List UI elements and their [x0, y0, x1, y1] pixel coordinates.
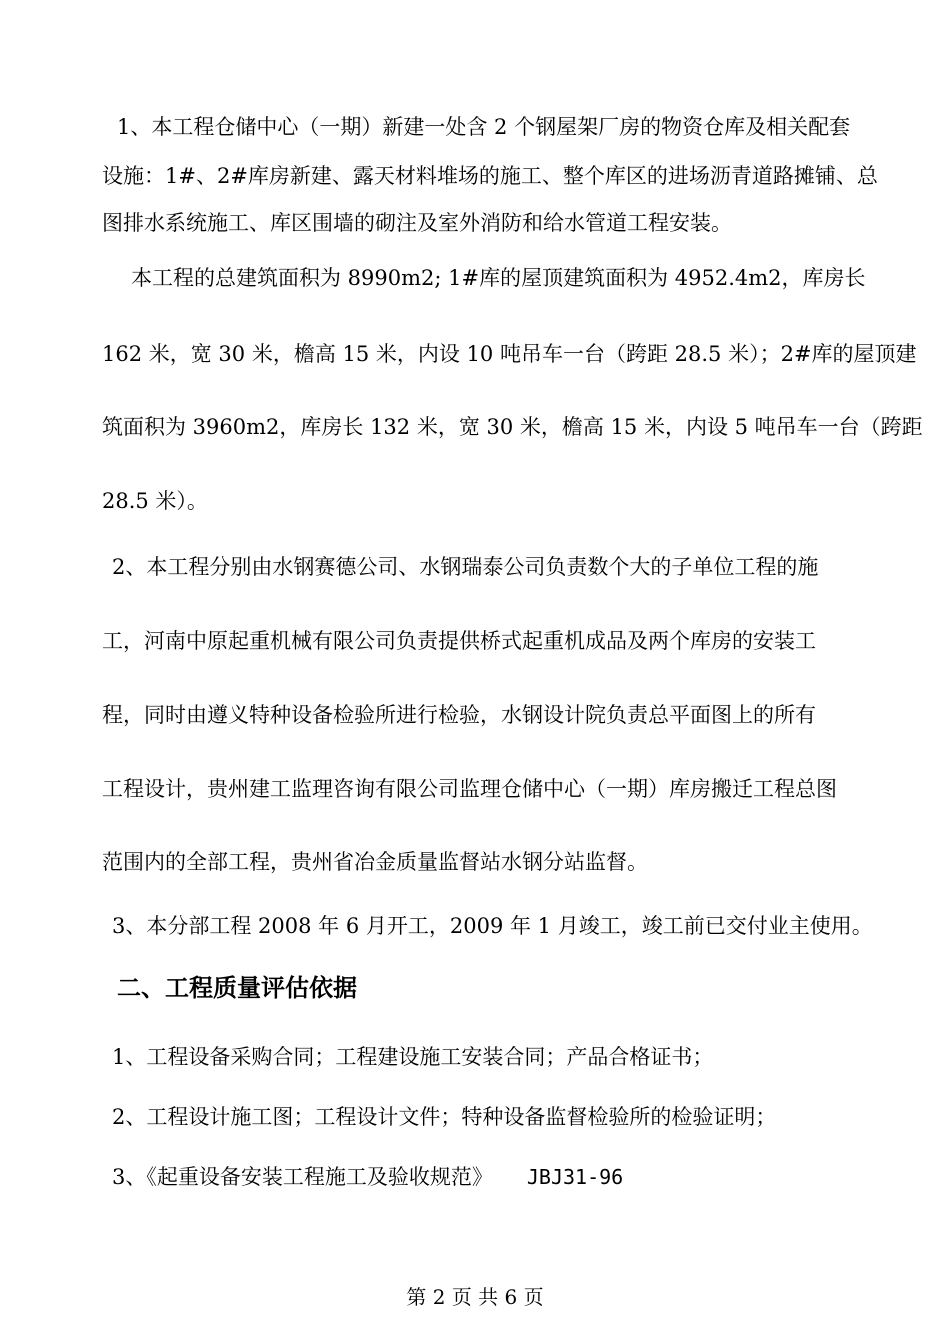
paragraph-item2-line1: 2、本工程分别由水钢赛德公司、水钢瑞泰公司负责数个大的子单位工程的施	[112, 555, 819, 579]
paragraph-item2-line4: 工程设计，贵州建工监理咨询有限公司监理仓储中心（一期）库房搬迁工程总图	[102, 777, 837, 801]
basis-item-3-text: 3、《起重设备安装工程施工及验收规范》	[112, 1165, 493, 1189]
paragraph-item1-line2: 设施：1#、2#库房新建、露天材料堆场的施工、整个库区的进场沥青道路摊铺、总	[102, 164, 878, 188]
basis-item-3-code: JBJ31-96	[526, 1165, 624, 1189]
basis-item-2: 2、工程设计施工图；工程设计文件；特种设备监督检验所的检验证明；	[112, 1105, 777, 1129]
paragraph-area-line2: 162 米，宽 30 米，檐高 15 米，内设 10 吨吊车一台（跨距 28.5 米）；2#库的屋顶建	[102, 342, 917, 366]
paragraph-item3: 3、本分部工程 2008 年 6 月开工，2009 年 1 月竣工，竣工前已交付业主使用。	[112, 914, 873, 938]
page-number: 第 2 页 共 6 页	[406, 1285, 544, 1309]
section-heading: 二、工程质量评估依据	[117, 974, 357, 1002]
paragraph-item2-line3: 程，同时由遵义特种设备检验所进行检验，水钢设计院负责总平面图上的所有	[102, 703, 816, 727]
basis-item-3	[112, 1163, 623, 1191]
basis-item-1: 1、工程设备采购合同；工程建设施工安装合同；产品合格证书；	[112, 1045, 714, 1069]
paragraph-item1-line1: 1、本工程仓储中心（一期）新建一处含 2 个钢屋架厂房的物资仓库及相关配套	[117, 115, 851, 139]
paragraph-item2-line2: 工，河南中原起重机械有限公司负责提供桥式起重机成品及两个库房的安装工	[102, 629, 816, 653]
paragraph-area-line4: 28.5 米）。	[102, 489, 208, 513]
paragraph-item1-line3: 图排水系统施工、库区围墙的砌注及室外消防和给水管道工程安装。	[102, 211, 732, 235]
paragraph-area-line1: 本工程的总建筑面积为 8990m2; 1#库的屋顶建筑面积为 4952.4m2，库房长	[131, 266, 866, 290]
paragraph-item2-line5: 范围内的全部工程，贵州省冶金质量监督站水钢分站监督。	[102, 850, 648, 874]
paragraph-area-line3: 筑面积为 3960m2，库房长 132 米，宽 30 米，檐高 15 米，内设 5 吨吊车一台（跨距	[102, 415, 923, 439]
